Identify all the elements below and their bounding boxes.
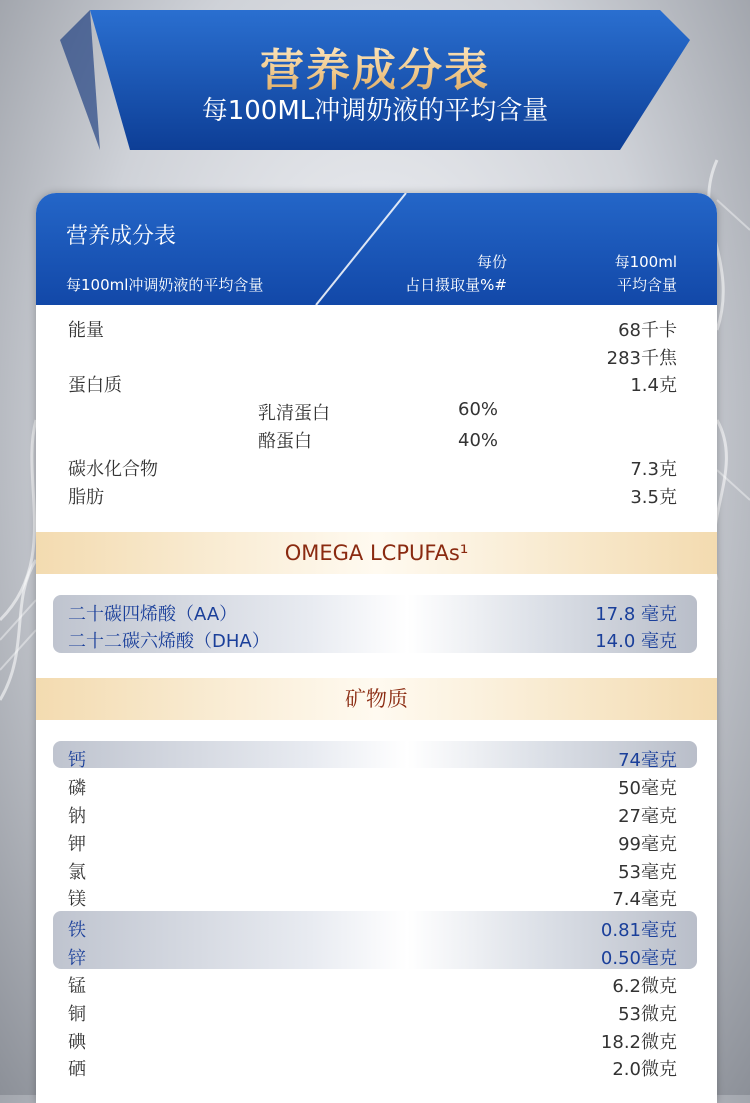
mineral-row-value: 0.81毫克: [600, 920, 677, 941]
protein-label: 蛋白质: [68, 375, 122, 396]
mineral-row-value: 6.2微克: [612, 976, 677, 997]
mineral-row-label: 硒: [68, 1059, 86, 1080]
omega-item-dha-value: 14.0 毫克: [595, 631, 677, 652]
mineral-row-label: 铜: [68, 1004, 86, 1025]
minerals-section-title: 矿物质: [36, 678, 717, 720]
mineral-row-label: 氯: [68, 862, 86, 883]
whey-label: 乳清蛋白: [258, 403, 330, 424]
omega-item-aa-label: 二十碳四烯酸（AA）: [68, 604, 238, 625]
mineral-row-value: 74毫克: [618, 750, 677, 771]
casein-label: 酪蛋白: [258, 431, 312, 452]
mineral-row-label: 钾: [68, 834, 86, 855]
calcium-highlight-box: [53, 741, 697, 768]
mineral-row-label: 锌: [68, 948, 86, 969]
mineral-row-label: 钠: [68, 806, 86, 827]
protein-value: 1.4克: [630, 375, 677, 396]
energy-kcal-value: 68千卡: [618, 320, 677, 341]
column-per-100ml: 每100ml 平均含量: [614, 253, 677, 294]
mineral-row-label: 镁: [68, 889, 86, 910]
mineral-row-label: 锰: [68, 976, 86, 997]
mineral-row-value: 18.2微克: [600, 1032, 677, 1053]
mineral-row-value: 50毫克: [618, 778, 677, 799]
mineral-row-label: 钙: [68, 750, 86, 771]
table-header: [36, 193, 717, 305]
table-header-title: 营养成分表: [66, 224, 177, 249]
mineral-row-value: 53微克: [618, 1004, 677, 1025]
mineral-row-label: 碘: [68, 1032, 86, 1053]
carbohydrate-label: 碳水化合物: [68, 459, 158, 480]
carbohydrate-value: 7.3克: [630, 459, 677, 480]
table-header-subtitle: 每100ml冲调奶液的平均含量: [66, 276, 264, 294]
whey-percent: 60%: [458, 399, 499, 420]
mineral-row-value: 2.0微克: [612, 1059, 677, 1080]
energy-label: 能量: [68, 320, 104, 341]
banner-title: 营养成分表: [0, 34, 750, 98]
omega-item-dha-label: 二十二碳六烯酸（DHA）: [68, 631, 270, 652]
nutrition-table-card: [36, 193, 717, 1103]
column-daily-intake: 每份 占日摄取量%#: [405, 253, 507, 294]
energy-kj-value: 283千焦: [606, 348, 677, 369]
mineral-row-value: 7.4毫克: [612, 889, 677, 910]
omega-section-title: OMEGA LCPUFAs¹: [36, 532, 717, 574]
mineral-row-value: 53毫克: [618, 862, 677, 883]
fat-value: 3.5克: [630, 487, 677, 508]
omega-item-aa-value: 17.8 毫克: [595, 604, 677, 625]
mineral-row-label: 铁: [68, 920, 86, 941]
mineral-row-value: 0.50毫克: [600, 948, 677, 969]
mineral-row-value: 27毫克: [618, 806, 677, 827]
banner-subtitle: 每100ML冲调奶液的平均含量: [201, 96, 549, 126]
mineral-row-value: 99毫克: [618, 834, 677, 855]
mineral-row-label: 磷: [68, 778, 86, 799]
casein-percent: 40%: [458, 430, 499, 451]
fat-label: 脂肪: [68, 487, 104, 508]
